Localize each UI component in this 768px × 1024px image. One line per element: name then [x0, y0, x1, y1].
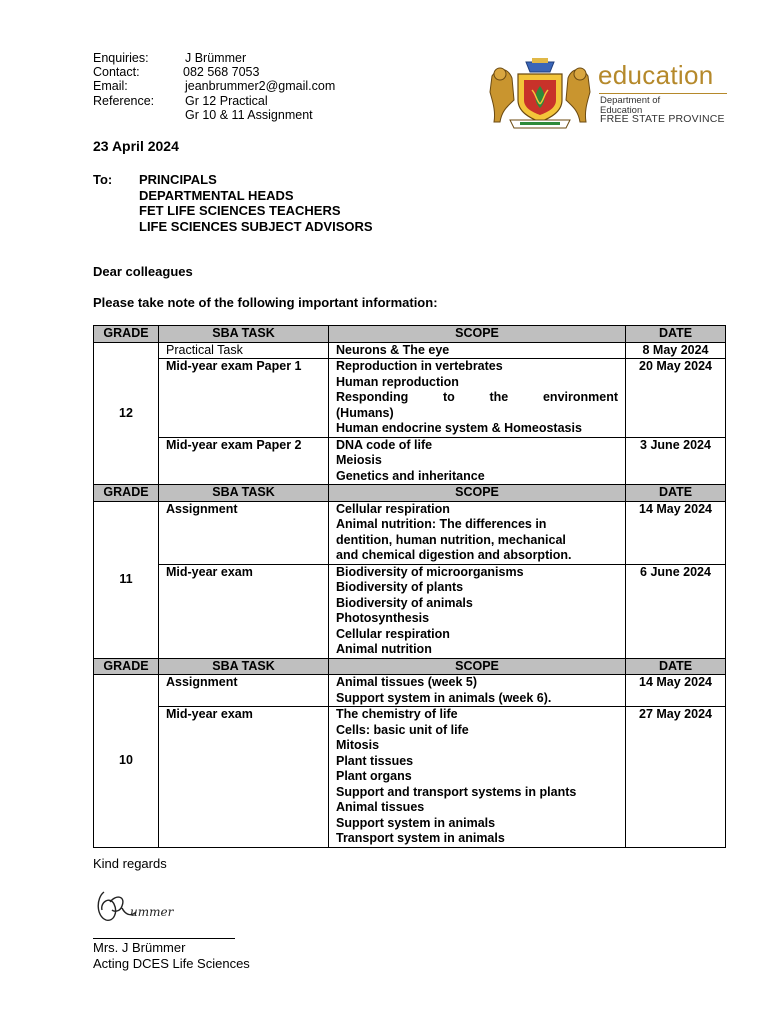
scope-item: (Humans)	[336, 405, 394, 420]
task-cell	[159, 675, 329, 707]
letter-date: 23 April 2024	[93, 138, 179, 154]
scope-item: Cells: basic unit of life	[336, 722, 469, 737]
task-label: Practical Task	[166, 342, 243, 357]
date-cell: 14 May 2024	[626, 501, 726, 564]
table-row	[94, 501, 726, 564]
date-cell: 8 May 2024	[626, 342, 726, 359]
logo-dept-line2: Education	[600, 104, 643, 116]
column-header: SBA TASK	[159, 326, 329, 343]
grade-cell: 11	[94, 501, 159, 658]
coat-of-arms-icon	[488, 56, 592, 130]
scope-item: Plant organs	[336, 769, 412, 783]
scope-item: Animal nutrition: The differences in	[336, 517, 547, 531]
logo-province: FREE STATE PROVINCE	[600, 113, 725, 125]
logo-wordmark: education	[598, 60, 714, 90]
column-header: DATE	[626, 326, 726, 343]
date-cell: 20 May 2024	[626, 359, 726, 438]
task-cell	[159, 359, 329, 438]
scope-item: Biodiversity of plants	[336, 580, 464, 594]
enquiry-row	[93, 51, 335, 65]
date-cell: 6 June 2024	[626, 564, 726, 658]
task-label: Mid-year exam	[166, 564, 253, 579]
table-header-row	[94, 658, 726, 675]
scope-item: Responding to the environment	[336, 390, 618, 404]
scope-item: Support and transport systems in plants	[336, 784, 577, 799]
task-label: Assignment	[166, 501, 238, 516]
greeting: Dear colleagues	[93, 264, 193, 279]
column-header: DATE	[626, 485, 726, 502]
intro-text: Please take note of the following important information:	[93, 295, 438, 310]
column-header: GRADE	[94, 326, 159, 343]
column-header: SCOPE	[329, 326, 626, 343]
scope-item: Photosynthesis	[336, 611, 430, 625]
closing: Kind regards	[93, 856, 167, 871]
scope-cell	[329, 564, 626, 658]
signature-image	[92, 882, 192, 928]
enquiry-value: Gr 10 & 11 Assignment	[185, 107, 313, 122]
table-row	[94, 437, 726, 485]
scope-item: Plant tissues	[336, 753, 414, 768]
scope-item: Support system in animals	[336, 815, 496, 830]
scope-item: Animal tissues	[336, 800, 425, 814]
signatory	[93, 940, 250, 972]
task-label: Mid-year exam Paper 2	[166, 437, 302, 452]
scope-item: dentition, human nutrition, mechanical	[336, 532, 566, 547]
task-label: Assignment	[166, 675, 238, 689]
enquiry-value: J Brümmer	[185, 51, 247, 65]
table-row	[94, 707, 726, 848]
task-cell	[159, 437, 329, 485]
enquiry-label: Contact:	[93, 65, 140, 80]
scope-cell	[329, 707, 626, 848]
scope-item: Neurons & The eye	[336, 342, 450, 357]
scope-item: Human endocrine system & Homeostasis	[336, 421, 582, 435]
column-header: SCOPE	[329, 658, 626, 675]
enquiry-label: Email:	[93, 79, 128, 94]
enquiry-value: 082 568 7053	[183, 65, 260, 80]
enquiry-label: Enquiries:	[93, 51, 149, 65]
sba-schedule-table	[93, 325, 726, 848]
scope-item: Human reproduction	[336, 374, 459, 389]
date-cell: 3 June 2024	[626, 437, 726, 485]
date-cell: 14 May 2024	[626, 675, 726, 707]
grade-cell: 10	[94, 675, 159, 848]
scope-item: DNA code of life	[336, 437, 433, 452]
scope-cell	[329, 437, 626, 485]
recipient: DEPARTMENTAL HEADS	[139, 187, 294, 203]
enquiry-row	[93, 65, 335, 79]
task-cell	[159, 564, 329, 658]
enquiry-row	[93, 108, 335, 122]
scope-item: Support system in animals (week 6).	[336, 690, 552, 705]
scope-item: Cellular respiration	[336, 501, 450, 516]
signature-line	[93, 938, 235, 939]
table-header-row	[94, 485, 726, 502]
task-cell	[159, 342, 329, 359]
scope-item: Mitosis	[336, 738, 380, 752]
table-row	[94, 359, 726, 438]
column-header: SBA TASK	[159, 658, 329, 675]
enquiry-row	[93, 79, 335, 93]
column-header: DATE	[626, 658, 726, 675]
scope-cell	[329, 675, 626, 707]
svg-text:ummer: ummer	[130, 905, 174, 919]
column-header: GRADE	[94, 485, 159, 502]
scope-item: Meiosis	[336, 453, 382, 467]
scope-item: Biodiversity of microorganisms	[336, 564, 524, 579]
scope-cell	[329, 501, 626, 564]
recipient: PRINCIPALS	[139, 172, 217, 187]
scope-item: and chemical digestion and absorption.	[336, 548, 572, 562]
scope-item: Biodiversity of animals	[336, 595, 473, 610]
scope-cell	[329, 342, 626, 359]
logo-rule	[599, 93, 727, 94]
enquiry-value: Gr 12 Practical	[185, 93, 268, 108]
scope-item: Reproduction in vertebrates	[336, 359, 503, 373]
recipient: FET LIFE SCIENCES TEACHERS	[139, 203, 341, 218]
table-row	[94, 675, 726, 707]
scope-item: The chemistry of life	[336, 707, 458, 721]
task-label: Mid-year exam	[166, 707, 253, 721]
recipients-list	[139, 172, 373, 234]
date-cell: 27 May 2024	[626, 707, 726, 848]
column-header: SBA TASK	[159, 485, 329, 502]
column-header: SCOPE	[329, 485, 626, 502]
table-row	[94, 564, 726, 658]
column-header: GRADE	[94, 658, 159, 675]
signatory-name: Mrs. J Brümmer	[93, 940, 186, 955]
scope-item: Transport system in animals	[336, 831, 505, 845]
enquiry-label: Reference:	[93, 93, 155, 108]
task-label: Mid-year exam Paper 1	[166, 359, 302, 373]
scope-item: Genetics and inheritance	[336, 468, 485, 483]
department-logo	[488, 56, 733, 130]
table-header-row	[94, 326, 726, 343]
enquiry-value[interactable]: jeanbrummer2@gmail.com	[185, 79, 336, 94]
scope-cell	[329, 359, 626, 438]
to-label: To:	[93, 172, 113, 187]
scope-item: Cellular respiration	[336, 626, 450, 641]
table-row	[94, 342, 726, 359]
enquiry-row	[93, 94, 335, 108]
signatory-title: Acting DCES Life Sciences	[93, 956, 250, 971]
recipient: LIFE SCIENCES SUBJECT ADVISORS	[139, 218, 373, 234]
scope-item: Animal tissues (week 5)	[336, 675, 478, 689]
logo-dept-line1: Department of	[600, 95, 661, 106]
enquiry-details	[93, 51, 335, 122]
grade-cell: 12	[94, 342, 159, 485]
enquiry-label	[93, 108, 185, 122]
task-cell	[159, 707, 329, 848]
scope-item: Animal nutrition	[336, 642, 432, 656]
task-cell	[159, 501, 329, 564]
